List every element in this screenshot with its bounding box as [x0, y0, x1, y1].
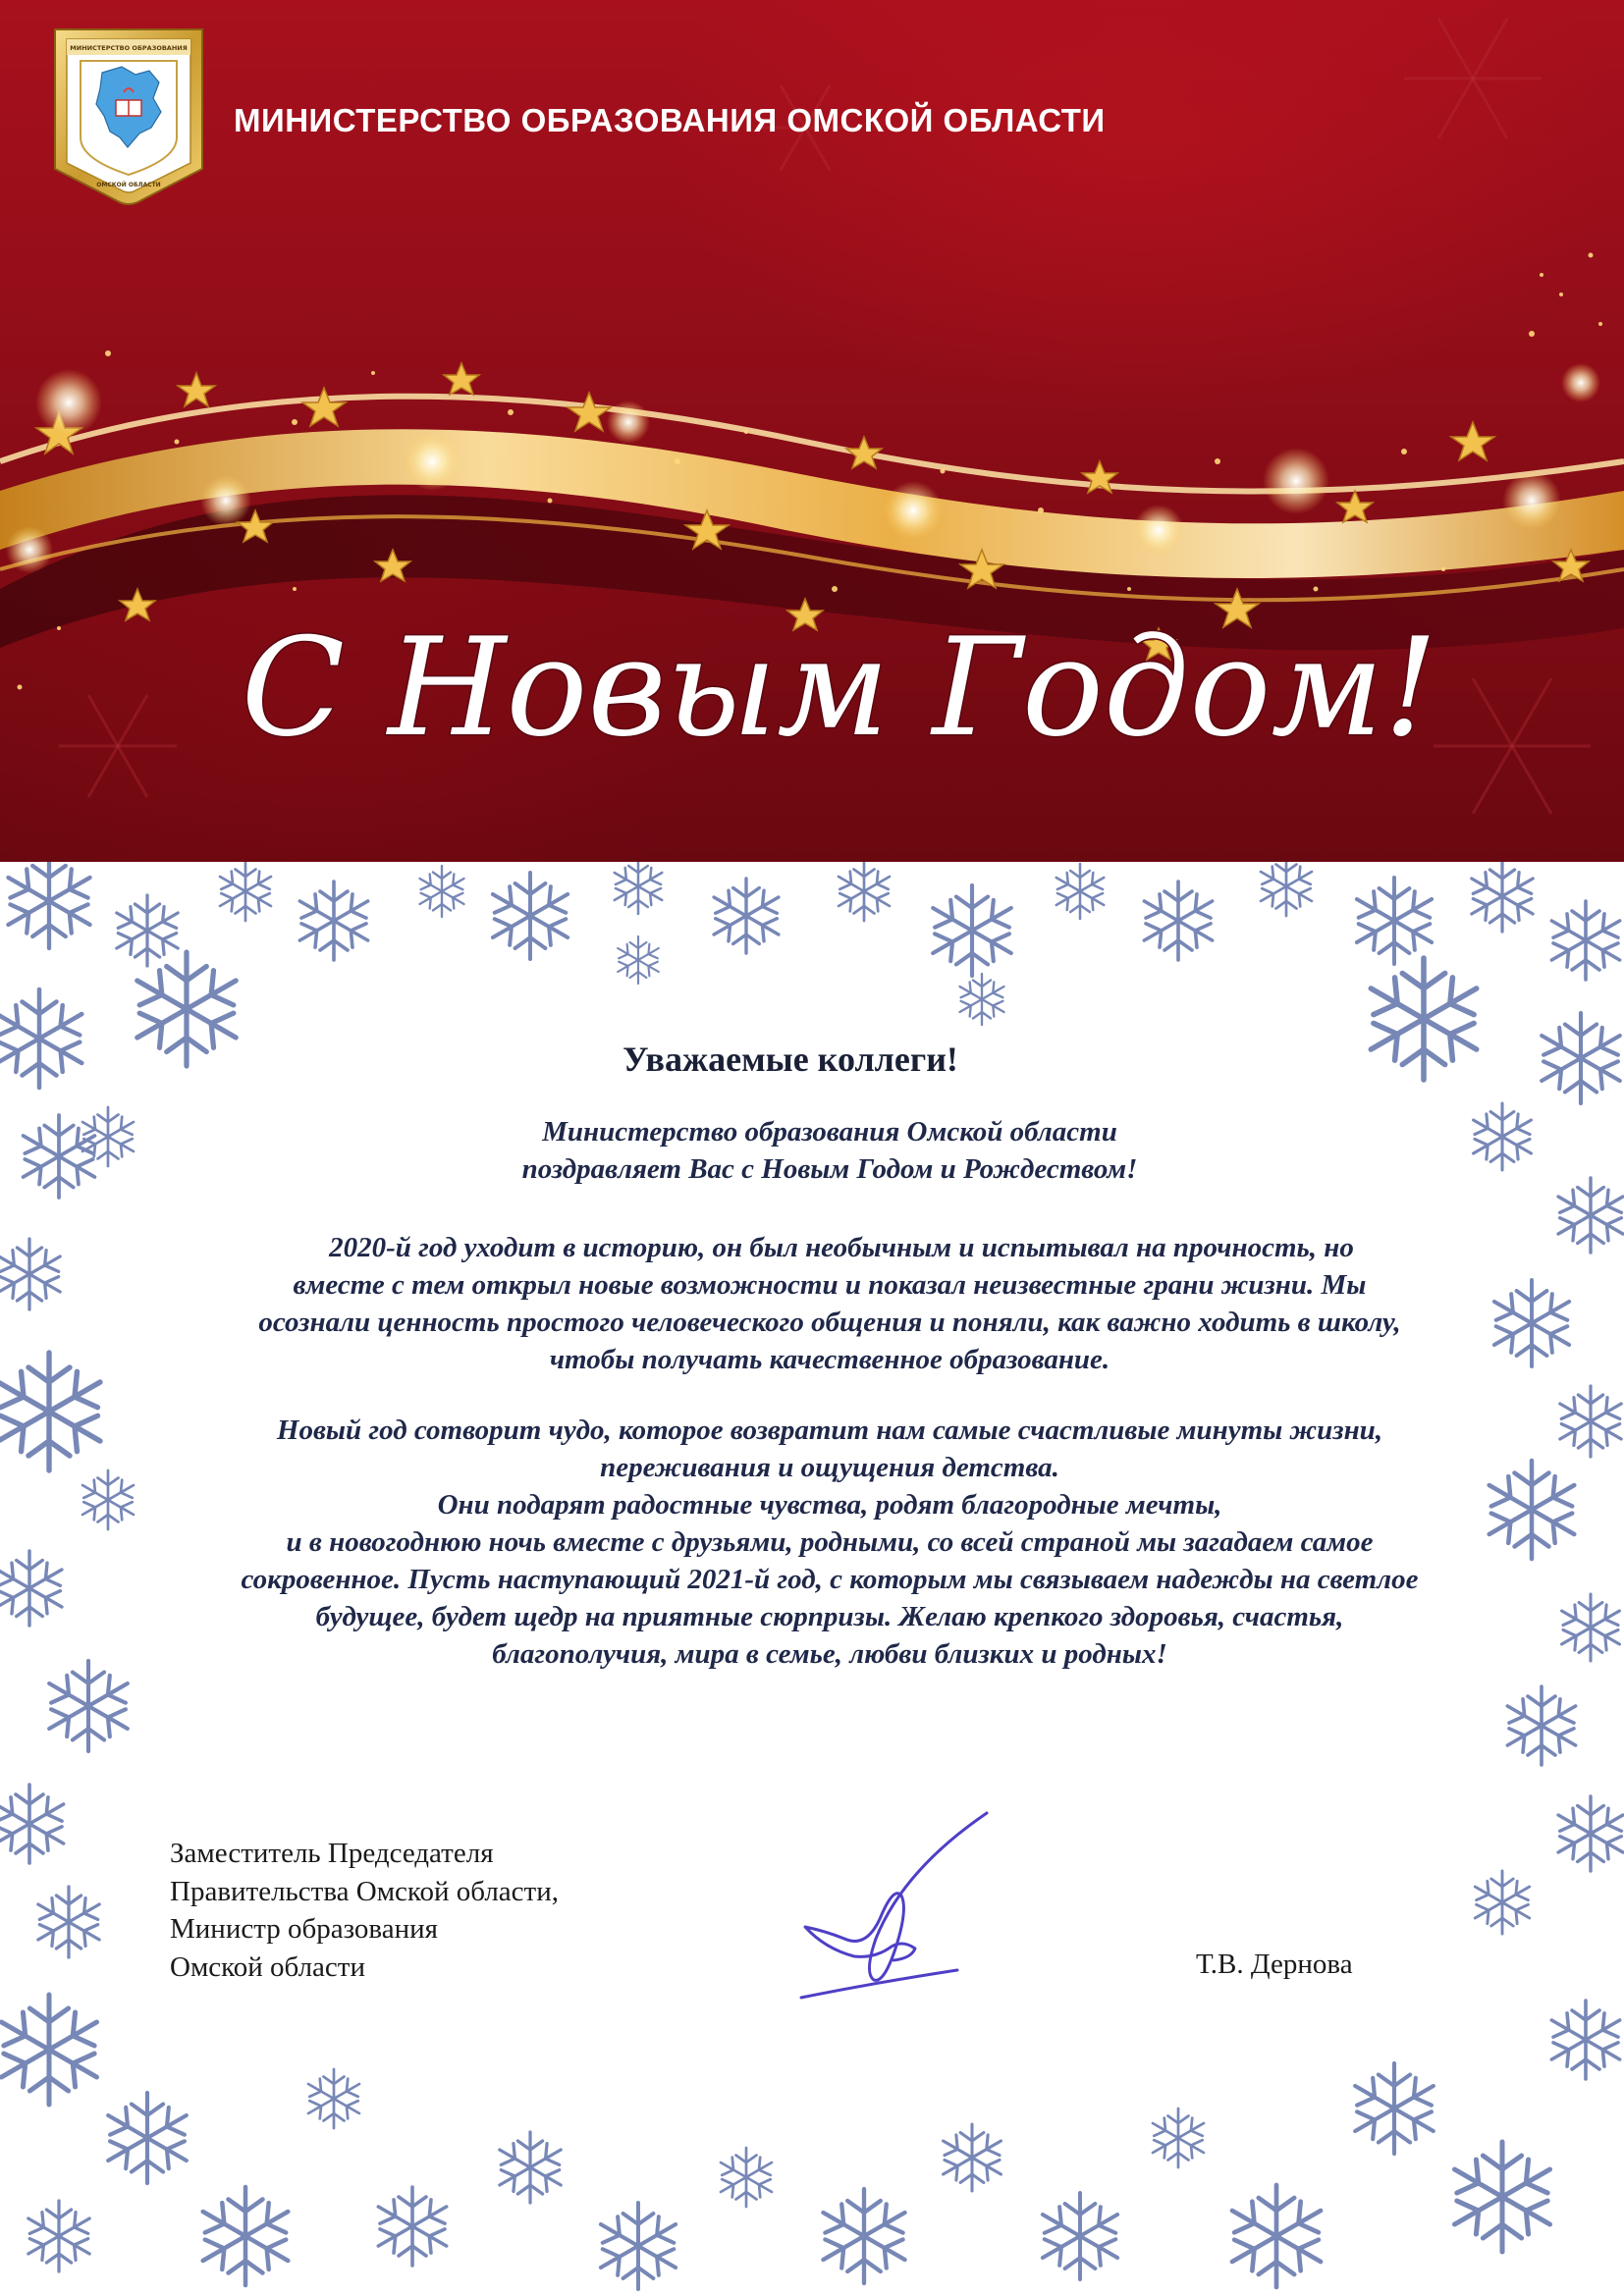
new-year-greeting-title	[231, 587, 1448, 783]
paragraph-line: 2020-й год уходит в историю, он был необычным и испытывал на прочность, но	[329, 1232, 1354, 1263]
paragraph-line: сокровенное. Пусть наступающий 2021-й год, с которым мы связываем надежды на светлое	[241, 1564, 1419, 1595]
greeting-text: С Новым Годом!	[241, 609, 1438, 767]
position-line: Омской области	[170, 1950, 365, 1983]
emblem-top-text: МИНИСТЕРСТВО ОБРАЗОВАНИЯ	[70, 44, 188, 52]
paragraph-line: Новый год сотворит чудо, которое возвратит нам самые счастливые минуты жизни,	[276, 1415, 1383, 1446]
position-line: Правительства Омской области,	[170, 1875, 559, 1907]
paragraph-line: Министерство образования Омской области	[542, 1116, 1117, 1148]
header-banner	[0, 0, 1624, 862]
letter-paragraph	[0, 1412, 1624, 1673]
salutation: Уважаемые коллеги!	[623, 1040, 958, 1079]
letter-paragraph	[0, 1113, 1624, 1188]
position-line: Министр образования	[170, 1913, 438, 1945]
paragraph-line: Они подарят радостные чувства, родят благородные мечты,	[437, 1489, 1222, 1521]
ministry-emblem	[45, 22, 212, 213]
paragraph-line: вместе с тем открыл новые возможности и показал неизвестные грани жизни. Мы	[293, 1269, 1367, 1301]
letter-paragraph	[0, 1229, 1624, 1378]
ministry-title: МИНИСТЕРСТВО ОБРАЗОВАНИЯ ОМСКОЙ ОБЛАСТИ	[234, 102, 1106, 138]
paragraph-line: будущее, будет щедр на приятные сюрпризы. Желаю крепкого здоровья, счастья,	[315, 1601, 1344, 1632]
paragraph-line: осознали ценность простого человеческого общения и поняли, как важно ходить в школу,	[258, 1307, 1401, 1338]
paragraph-line: поздравляет Вас с Новым Годом и Рождеством!	[521, 1153, 1138, 1185]
paragraph-line: и в новогоднюю ночь вместе с друзьями, родными, со всей страной мы загадаем самое	[286, 1526, 1374, 1558]
signer-position	[170, 1835, 559, 1986]
signer-name: Т.В. Дернова	[1196, 1949, 1353, 1980]
paragraph-line: чтобы получать качественное образование.	[549, 1344, 1110, 1375]
position-line: Заместитель Председателя	[170, 1838, 494, 1869]
paragraph-line: благополучия, мира в семье, любви близких и родных!	[492, 1638, 1167, 1670]
paragraph-line: переживания и ощущения детства.	[600, 1452, 1059, 1483]
emblem-bottom-text: ОМСКОЙ ОБЛАСТИ	[96, 182, 161, 188]
handwritten-signature	[785, 1801, 1001, 2007]
